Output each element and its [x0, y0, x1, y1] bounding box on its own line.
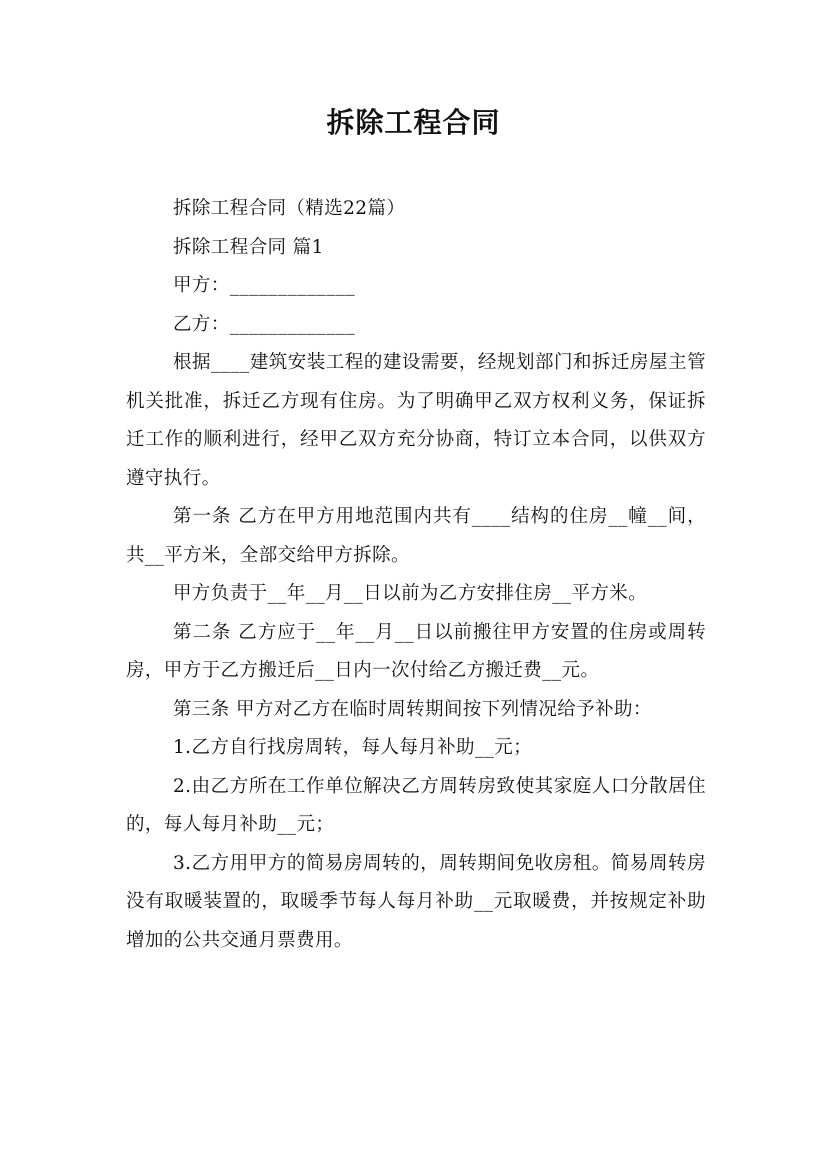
- article-3-item-2: 2.由乙方所在工作单位解决乙方周转房致使其家庭人口分散居住的，每人每月补助__元；: [126, 775, 706, 835]
- document-body: [126, 190, 706, 960]
- section-heading: 拆除工程合同 篇1: [173, 236, 324, 258]
- article-3-item-1: 1.乙方自行找房周转，每人每月补助__元；: [173, 737, 533, 758]
- party-a-line: 甲方：_____________: [173, 275, 356, 296]
- article-1-housing-paragraph: 甲方负责于__年__月__日以前为乙方安排住房__平方米。: [173, 583, 648, 604]
- subtitle-paragraph: 拆除工程合同（精选22篇）: [173, 198, 406, 219]
- document-title: 拆除工程合同: [326, 106, 501, 139]
- article-2-paragraph: 第二条 乙方应于__年__月__日以前搬往甲方安置的住房或周转房，甲方于乙方搬迁后__日内一次付给乙方搬迁费__元。: [126, 621, 706, 681]
- party-b-line: 乙方：_____________: [173, 313, 356, 335]
- preamble-paragraph: 根据____建筑安装工程的建设需要，经规划部门和拆迁房屋主管机关批准，拆迁乙方现有住房。为了明确甲乙双方权利义务，保证拆迁工作的顺利进行，经甲乙双方充分协商，特订立本合同，以供双方遵守执行。: [126, 352, 706, 489]
- article-1-paragraph: 第一条 乙方在甲方用地范围内共有____结构的住房__幢__间，共__平方米，全部交给甲方拆除。: [126, 506, 706, 566]
- article-3-paragraph: 第三条 甲方对乙方在临时周转期间按下列情况给予补助：: [173, 698, 652, 720]
- article-3-item-3: 3.乙方用甲方的简易房周转的，周转期间免收房租。简易周转房没有取暖装置的，取暖季节每人每月补助__元取暖费，并按规定补助增加的公共交通月票费用。: [126, 852, 706, 951]
